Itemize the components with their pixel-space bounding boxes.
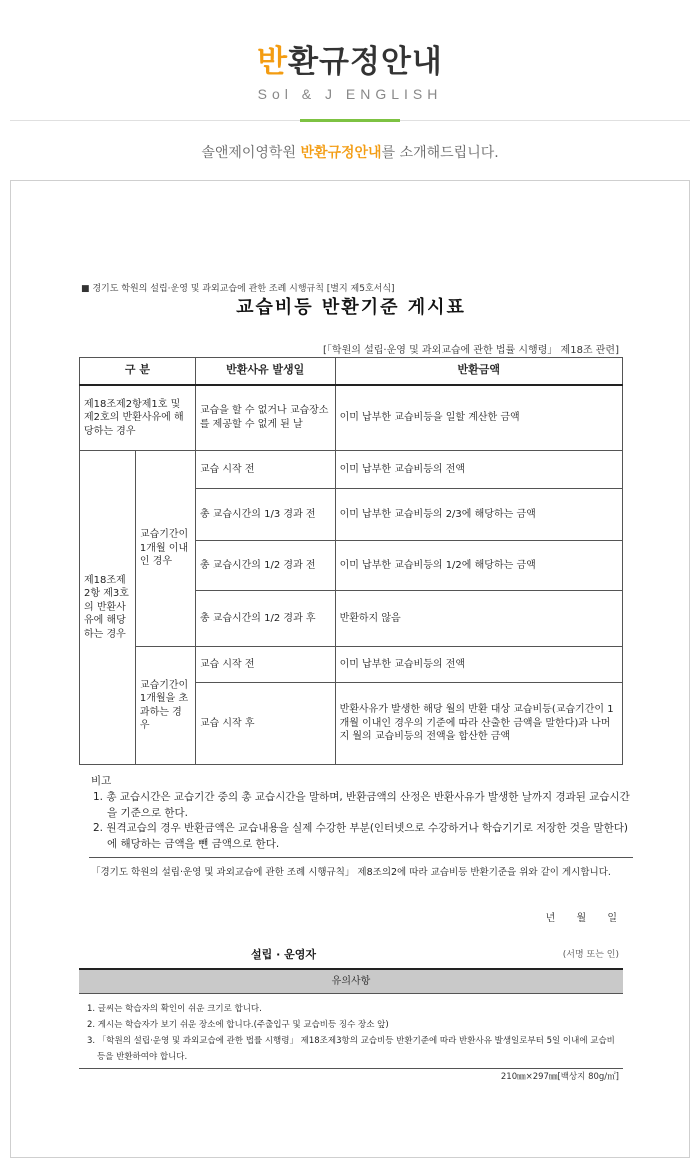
sub2-date-1: 교습 시작 후 — [195, 683, 335, 765]
row1-amount: 이미 납부한 교습비등을 일할 계산한 금액 — [335, 385, 622, 451]
document-title: 교습비등 반환기준 게시표 — [236, 297, 466, 318]
notice-divider — [89, 857, 633, 858]
page-title-accent: 반 — [257, 44, 289, 80]
caution-list — [85, 1001, 621, 1066]
sub2-label: 교습기간이 1개월을 초과하는 경우 — [135, 647, 195, 765]
row1-category: 제18조제2항제1호 및 제2호의 반환사유에 해당하는 경우 — [80, 385, 196, 451]
page-title-rest: 환규정안내 — [288, 44, 443, 80]
remarks-item: 1. 총 교습시간은 교습기간 중의 총 교습시간을 말하며, 반환금액의 산정은 반환사유가 발생한 날까지 경과된 교습시간을 기준으로 한다. — [93, 790, 630, 819]
row1-date: 교습을 할 수 없거나 교습장소를 제공할 수 없게 된 날 — [195, 385, 335, 451]
sub1-amount-2: 이미 납부한 교습비등의 1/2에 해당하는 금액 — [335, 541, 622, 591]
remarks — [91, 774, 631, 853]
caution-item: 2. 게시는 학습자가 보기 쉬운 장소에 합니다.(주출입구 및 교습비등 징수 장소 앞) — [87, 1020, 389, 1031]
page-subtitle: Sol & J ENGLISH — [257, 86, 443, 102]
sub2-date-0: 교습 시작 전 — [195, 647, 335, 683]
sub1-amount-1: 이미 납부한 교습비등의 2/3에 해당하는 금액 — [335, 489, 622, 541]
table-row — [80, 385, 623, 451]
intro-text — [0, 142, 700, 162]
header-divider-accent — [300, 119, 400, 122]
page-header — [0, 0, 700, 161]
table-row — [80, 647, 623, 683]
page-title — [0, 36, 700, 81]
table-header-row — [80, 358, 623, 385]
table-row — [80, 451, 623, 489]
header-date: 반환사유 발생일 — [195, 358, 335, 385]
form-note: ■ 경기도 학원의 설립·운영 및 과외교습에 관한 조례 시행규칙 [별지 제5호서식] — [81, 284, 395, 294]
sub2-amount-1: 반환사유가 발생한 해당 월의 반환 대상 교습비등(교습기간이 1개월 이내인 경우의 기준에 따라 산출한 금액을 말한다)과 나머지 월의 교습비등의 전액을 합산한 금액 — [335, 683, 622, 765]
header-amount: 반환금액 — [335, 358, 622, 385]
notice-text: 「경기도 학원의 설립·운영 및 과외교습에 관한 조례 시행규칙」 제8조의2에 따라 교습비등 반환기준을 위와 같이 게시합니다. — [91, 867, 611, 878]
sub1-date-3: 총 교습시간의 1/2 경과 후 — [195, 591, 335, 647]
signer-label: 설립 · 운영자 — [251, 948, 316, 961]
caution-item: 3. 「학원의 설립·운영 및 과외교습에 관한 법률 시행령」 제18조제3항의 교습비등 반환기준에 따라 반환사유 발생일로부터 5일 이내에 교습비등을 반환하여야 합니다. — [87, 1036, 615, 1063]
date-line: 년 월 일 — [545, 913, 617, 924]
sub1-amount-0: 이미 납부한 교습비등의 전액 — [335, 451, 622, 489]
intro-pre: 솔앤제이영학원 — [201, 145, 301, 161]
header-category: 구 분 — [80, 358, 196, 385]
sub1-date-0: 교습 시작 전 — [195, 451, 335, 489]
law-reference: [「학원의 설립·운영 및 과외교습에 관한 법률 시행령」 제18조 관련] — [323, 345, 619, 356]
remarks-title: 비고 — [91, 775, 112, 787]
paper-size: 210㎜×297㎜[백상지 80g/㎡] — [500, 1072, 619, 1082]
sub1-date-1: 총 교습시간의 1/3 경과 전 — [195, 489, 335, 541]
sub1-amount-3: 반환하지 않음 — [335, 591, 622, 647]
caution-title: 유의사항 — [79, 968, 623, 994]
refund-table — [79, 357, 623, 765]
caution-item: 1. 글씨는 학습자의 확인이 쉬운 크기로 합니다. — [87, 1004, 262, 1014]
sign-note: (서명 또는 인) — [562, 950, 619, 960]
group-label: 제18조제2항 제3호의 반환사유에 해당하는 경우 — [80, 451, 136, 765]
sub1-date-2: 총 교습시간의 1/2 경과 전 — [195, 541, 335, 591]
bottom-divider — [79, 1068, 623, 1069]
refund-document — [10, 180, 690, 1158]
sub2-amount-0: 이미 납부한 교습비등의 전액 — [335, 647, 622, 683]
intro-accent: 반환규정안내 — [300, 145, 382, 161]
remarks-item: 2. 원격교습의 경우 반환금액은 교습내용을 실제 수강한 부분(인터넷으로 수강하거나 학습기기로 저장한 것을 말한다)에 해당하는 금액을 뺀 금액으로 한다. — [93, 822, 628, 850]
intro-post: 를 소개해드립니다. — [381, 145, 499, 161]
sub1-label: 교습기간이 1개월 이내인 경우 — [135, 451, 195, 647]
